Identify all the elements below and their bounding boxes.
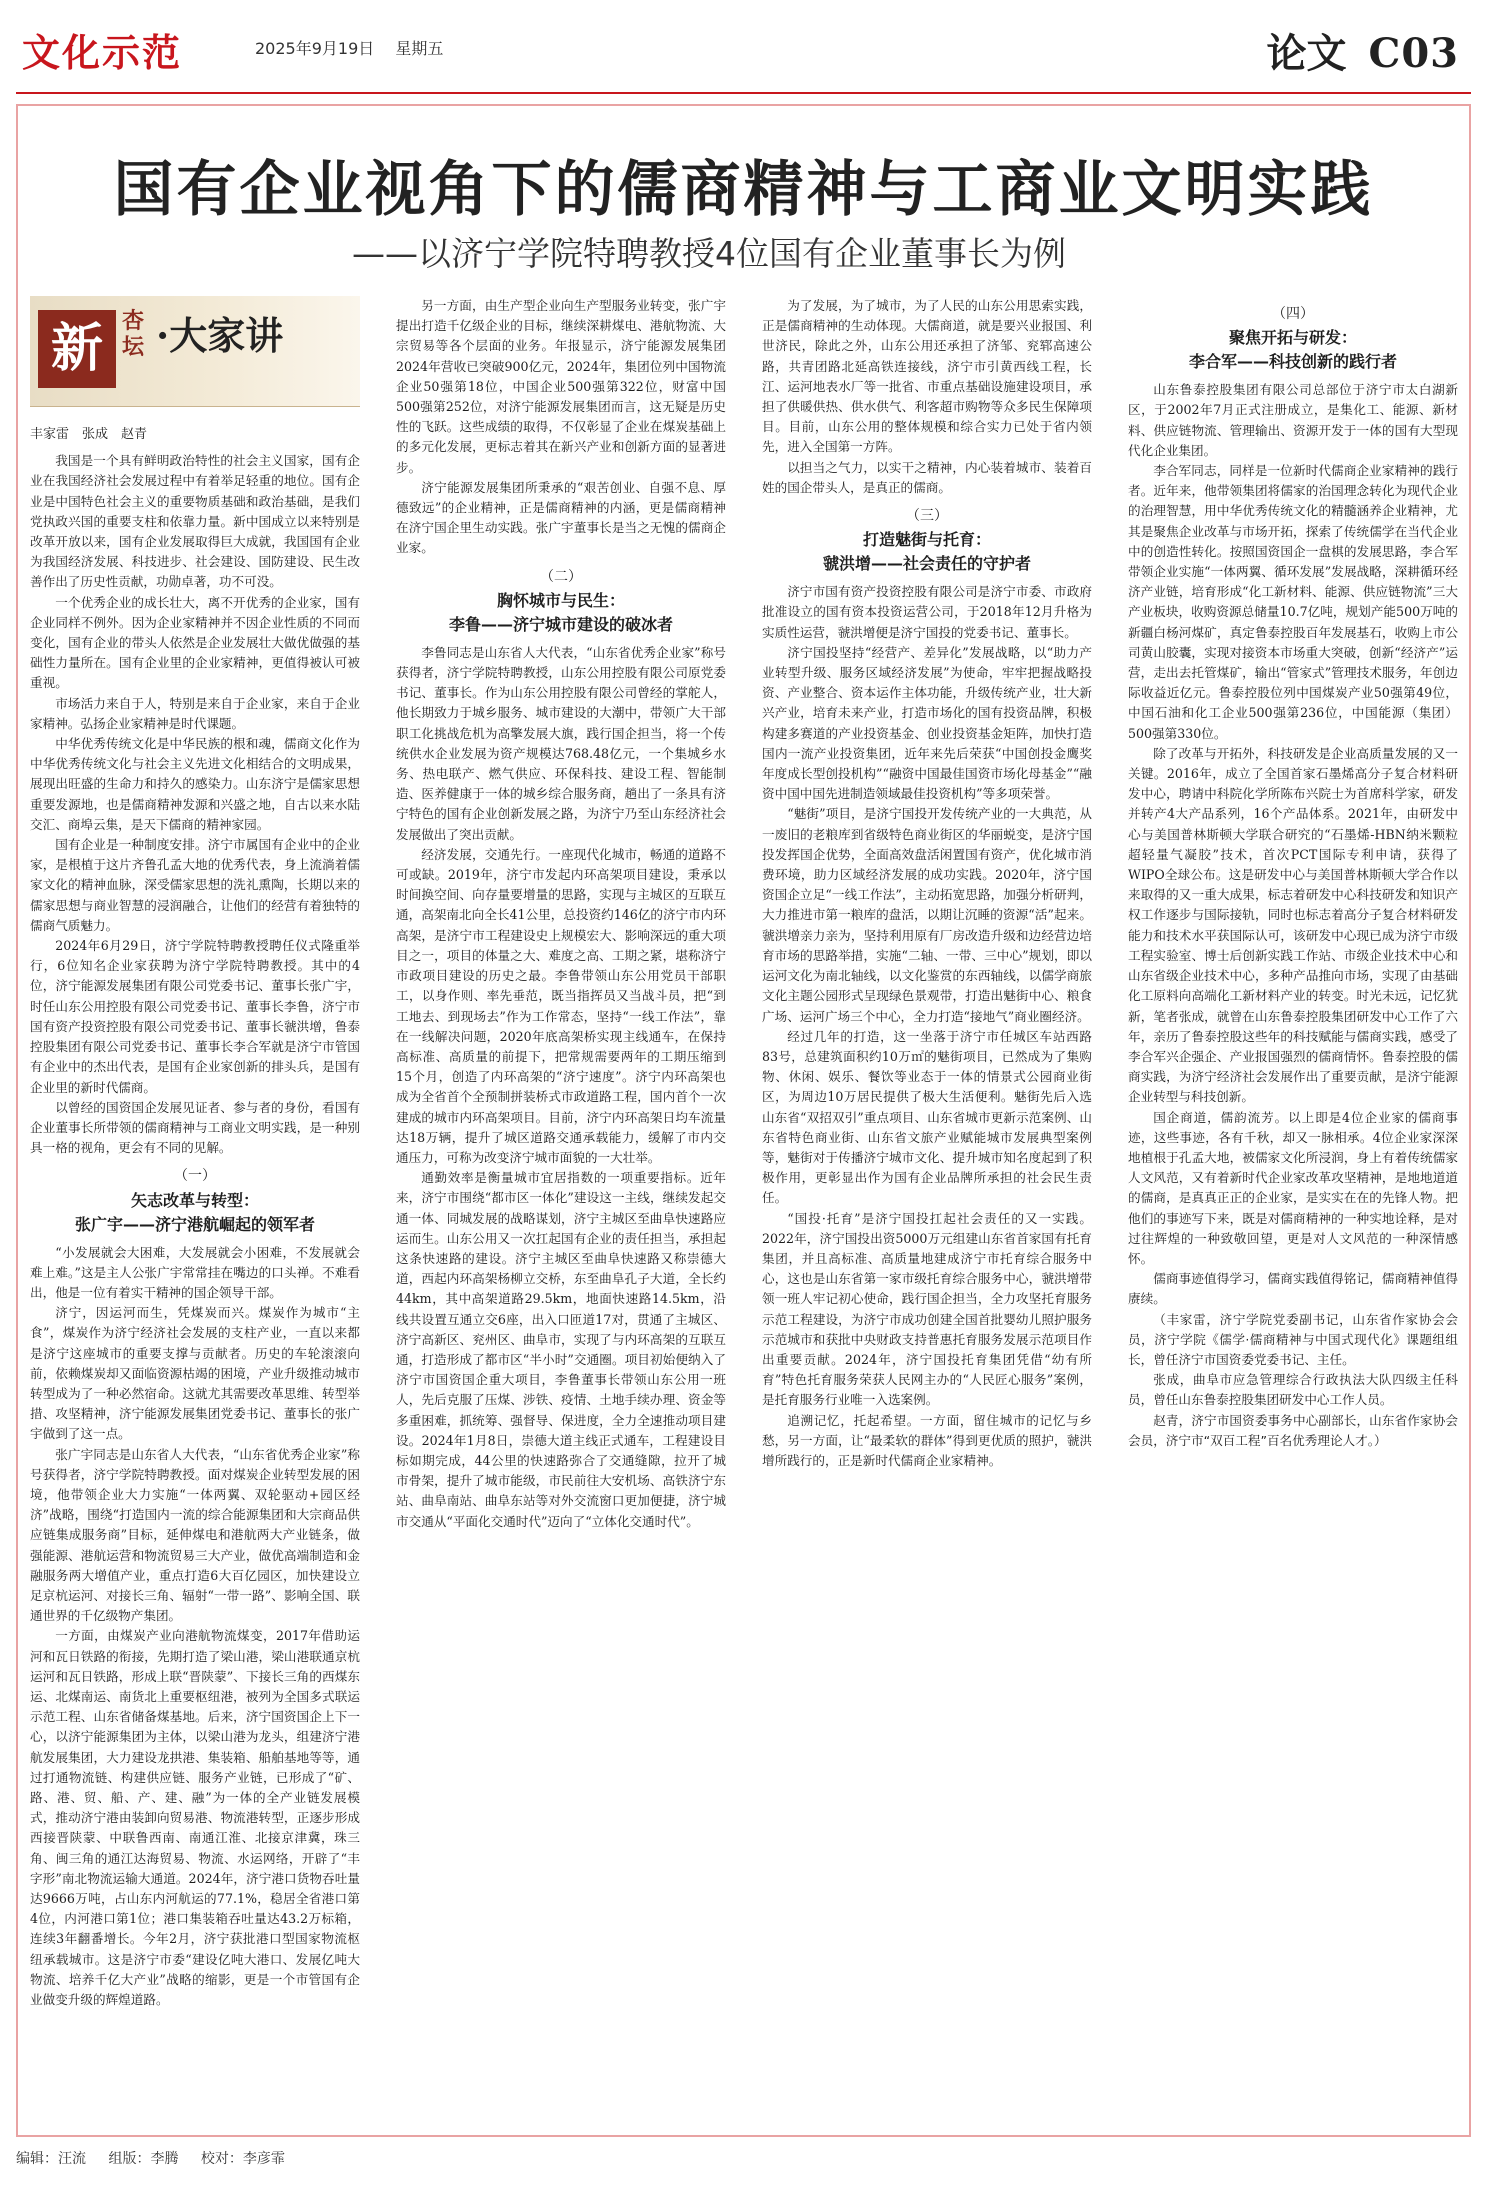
column-4 (1128, 296, 1458, 2096)
layout-credit: 组版：李腾 (108, 2151, 179, 2167)
section-number: （三） (906, 508, 948, 525)
body-paragraph: 以担当之气力，以实干之精神，内心装着城市、装着百姓的国企带头人，是真正的儒商。 (762, 459, 1092, 495)
body-paragraph: 李鲁同志是山东省人大代表，“山东省优秀企业家”称号获得者，济宁学院特聘教授，山东公用控股有限公司原党委书记、董事长。作为山东公用控股有限公司曾经的掌舵人，他长期致力于城乡服务、城市建设的大潮中，带领广大干部职工化挑战危机为高擎发展大旗，践行国企担当，将一个传统供水企业发展为资产规模达768.48亿元，一个集城乡水务、热电联产、燃气供应、环保科技、建设工程、智能制造、医养健康于一体的城乡综合服务商，趟出了一条具有济宁特色的国有企业创新发展之路，为济宁乃至山东经济社会发展做出了突出贡献。 (396, 644, 726, 842)
page-footer (16, 2148, 303, 2168)
body-paragraph: 市场活力来自于人，特别是来自于企业家，来自于企业家精神。弘扬企业家精神是时代课题。 (30, 695, 360, 731)
date: 2025年9月19日 (255, 39, 375, 58)
body-paragraph: 中华优秀传统文化是中华民族的根和魂，儒商文化作为中华优秀传统文化与社会主义先进文化相结合的文明成果，展现出旺盛的生命力和持久的感染力。山东济宁是儒家思想重要发源地，也是儒商精神发源和兴盛之地，自古以来水陆交汇、商埠云集，是天下儒商的精神家园。 (30, 736, 360, 832)
section-subheading-li-lu: 李鲁——济宁城市建设的破冰者 (448, 614, 673, 634)
newspaper-logo: 文化示范 (22, 30, 183, 75)
page-number: C03 (1368, 30, 1459, 77)
banner-text: ·大家讲 (156, 313, 284, 358)
body-paragraph: 济宁国投坚持“经营产、差异化”发展战略，以“助力产业转型升级、服务区域经济发展”为使命，牢牢把握战略投资、产业整合、资本运作主体功能，升级传统产业，壮大新兴产业，培育未来产业，打造市场化的国有投资品牌，积极构建多赛道的产业投资基金、创业投资基金矩阵，加快打造国内一流产业投资集团，近年来先后荣获“中国创投金鹰奖年度成长型创投机构”“融资中国最佳国资市场化母基金”“融资中国中国先进制造领域最佳投资机构”等多项荣誉。 (762, 644, 1092, 802)
section-number: （二） (540, 568, 582, 585)
body-paragraph: 以曾经的国资国企发展见证者、参与者的身份，看国有企业董事长所带领的儒商精神与工商业文明实践，是一种别具一格的视角，更会有不同的见解。 (30, 1099, 360, 1156)
body-paragraph: 山东鲁泰控股集团有限公司总部位于济宁市太白湖新区，于2002年7月正式注册成立，是集化工、能源、新材料、供应链物流、管理输出、资源开发于一体的国有大型现代化企业集团。 (1128, 382, 1458, 458)
body-paragraph: 一方面，由煤炭产业向港航物流煤变，2017年借助运河和瓦日铁路的衔接，先期打造了梁山港，梁山港联通京杭运河和瓦日铁路，形成上联“晋陕蒙”、下接长三角的西煤东运、北煤南运、南货北上重要枢纽港，被列为全国多式联运示范工程、山东省储备煤基地。后来，济宁国资国企上下一心，以济宁能源集团为主体，以梁山港为龙头，组建济宁港航发展集团，大力建设龙拱港、集装箱、船舶基地等等，通过打通物流链、构建供应链、服务产业链，已形成了“矿、路、港、贸、船、产、建、融”为一体的全产业链发展模式，推动济宁港由装卸向贸易港、物流港转型，正逐步形成西接晋陕蒙、中联鲁西南、南通江淮、北接京津冀，珠三角、闽三角的通江达海贸易、物流、水运网络，开辟了“丰字形”南北物流运输大通道。2024年，济宁港口货物吞吐量达9666万吨，占山东内河航运的77.1%，稳居全省港口第4位，内河港口第1位；港口集装箱吞吐量达43.2万标箱，连续3年翻番增长。今年2月，济宁获批港口型国家物流枢纽承载城市。这是济宁市委“建设亿吨大港口、发展亿吨大物流、培养千亿大产业”战略的缩影，更是一个市管国有企业做变升级的辉煌道路。 (30, 1628, 360, 2008)
body-paragraph: 济宁能源发展集团所秉承的“艰苦创业、自强不息、厚德致远”的企业精神，正是儒商精神的内涵，更是儒商精神在济宁国企里生动实践。张广宇董事长是当之无愧的儒商企业家。 (396, 479, 726, 556)
article-body (30, 296, 1460, 2096)
section-number: （四） (1272, 306, 1314, 322)
column-1 (30, 296, 360, 2096)
body-paragraph: 李合军同志，同样是一位新时代儒商企业家精神的践行者。近年来，他带领集团将儒家的治国理念转化为现代企业的治理智慧，用中华优秀传统文化的精髓涵养企业精神，尤其是聚焦企业改革与市场开拓，探索了传统儒学在当代企业中的创造性转化。按照国资国企一盘棋的发展思路，李合军带领企业实施“一体两翼、循环发展”发展战略，深耕循环经济产业链，培育形成“化工新材料、能源、供应链物流”三大产业板块，收购资源总储量10.7亿吨，规划产能500万吨的新疆白杨河煤矿，真定鲁泰控股百年发展基石，收购上市公司黄山胶囊，实现对接资本市场重大突破，创新“经济产”运营，走出去托管煤矿，输出“管家式”管理技术服务，年创边际收益近亿元。鲁泰控股位列中国煤炭产业50强第49位，中国石油和化工企业500强第236位，中国能源（集团）500强第330位。 (1128, 463, 1458, 741)
section-heading: 打造魅街与托育： (862, 530, 991, 550)
author-bio: 赵青，济宁市国资委事务中心副部长，山东省作家协会会员，济宁市“双百工程”百名优秀理论人才。） (1128, 1412, 1458, 1448)
author-bio: 张成，曲阜市应急管理综合行政执法大队四级主任科员，曾任山东鲁泰控股集团研发中心工作人员。 (1128, 1372, 1458, 1408)
body-paragraph: 为了发展，为了城市，为了人民的山东公用思索实践，正是儒商精神的生动体现。大儒商道，就是要兴业报国、利世济民，除此之外，山东公用还承担了济邹、兖郓高速公路，共青团路北延高铁连接线，济宁市引黄西线工程，长江、运河地表水厂等一批省、市重点基础设施建设项目，承担了供暖供热、供水供气、利客超市购物等众多民生保障项目。目前，山东公用的整体规模和综合实力已处于省内领先，进入全国第一方阵。 (762, 298, 1092, 455)
section-name: 论文 (1266, 30, 1347, 77)
weekday: 星期五 (395, 39, 444, 58)
body-paragraph: 国有企业是一种制度安排。济宁市属国有企业中的企业家，是根植于这片齐鲁孔孟大地的优秀代表，身上流淌着儒家文化的精神血脉，深受儒家思想的洗礼熏陶，长期以来的儒家思想与商业智慧的浸润融合，让他们的经营有着独特的儒商气质魅力。 (30, 837, 360, 933)
masthead (0, 0, 1487, 90)
proof-credit: 校对：李彦霏 (200, 2151, 285, 2167)
body-paragraph: 经过几年的打造，这一坐落于济宁市任城区车站西路83号，总建筑面积约10万㎡的魅街项目，已然成为了集购物、休闲、娱乐、餐饮等业态于一体的情景式公园商业街区，为周边10万居民提供了极大生活便利。魅街先后入选山东省“双招双引”重点项目、山东省城市更新示范案例、山东省特色商业街、山东省文旅产业赋能城市发展典型案例等，魅街对于传播济宁城市文化、提升城市知名度起到了积极作用，更彰显出作为国有企业品牌所承担的社会民生责任。 (762, 1028, 1092, 1206)
body-paragraph: “小发展就会大困难，大发展就会小困难，不发展就会难上难。”这是主人公张广宇常常挂在嘴边的口头禅。不难看出，他是一位有着实干精神的国企领导干部。 (30, 1244, 360, 1300)
section-number: （一） (174, 1168, 216, 1185)
banner-big-char: 新 (38, 310, 116, 388)
column-banner (30, 296, 360, 407)
body-paragraph: 除了改革与开拓外，科技研发是企业高质量发展的又一关键。2016年，成立了全国首家石墨烯高分子复合材料研发中心，聘请中科院化学所陈布兴院士为首席科学家，研发并转产4大产品系列，16个产品体系。2021年，由研发中心与美国普林斯顿大学联合研究的“石墨烯-HBN纳米颗粒超轻量气凝胶”技术，首次PCT国际专利申请，获得了WIPO全球公布。这是研发中心与美国普林斯顿大学合作以来取得的又一重大成果，标志着研发中心科技研发和知识产权工作逐步与国际接轨，同时也标志着高分子复合材料研发能力和技术水平获国际认可，该研发中心现已成为济宁市级工程实验室、博士后创新实践工作站、市级企业技术中心和山东省级企业技术中心，多种产品推向市场，实现了由基础化工原料向高端化工新材料产业的转变。时光未远，记忆犹新，笔者张成，就曾在山东鲁泰控股集团研发中心工作了六年，亲历了鲁泰控股这些年的科技赋能与儒商实践，感受了李合军兴企强企、产业报国强烈的儒商情怀。鲁泰控股的儒商实践，为济宁经济社会发展作出了重要贡献，是济宁能源企业转型与科技创新。 (1128, 745, 1458, 1105)
banner-small-chars: 杏坛 (122, 308, 145, 360)
body-paragraph: 济宁市国有资产投资控股有限公司是济宁市委、市政府批准设立的国有资本投资运营公司，于2018年12月升格为实质性运营，虢洪增便是济宁国投的党委书记、董事长。 (762, 584, 1092, 640)
body-paragraph: “国投·托育”是济宁国投扛起社会责任的又一实践。2022年，济宁国投出资5000万元组建山东省首家国有托育集团，并且高标准、高质量地建成济宁市托育综合服务中心，这也是山东省第一家市级托育综合服务中心，虢洪增带领一班人牢记初心使命，践行国企担当，全力攻坚托育服务示范工程建设，为济宁市成功创建全国首批婴幼儿照护服务示范城市和获批中央财政支持普惠托育服务发展示范项目作出重要贡献。2024年，济宁国投托育集团凭借“幼有所育”特色托育服务荣获人民网主办的“人民匠心服务”案例，是托育服务行业唯一入选案例。 (762, 1210, 1092, 1408)
body-paragraph: 通勤效率是衡量城市宜居指数的一项重要指标。近年来，济宁市围绕“都市区一体化”建设这一主线，继续发起交通一体、同城发展的战略谋划，济宁主城区至曲阜快速路应运而生。山东公用又一次扛起国有企业的责任担当，承担起这条快速路的建设。济宁主城区至曲阜快速路又称崇德大道，西起内环高架杨柳立交桥，东至曲阜孔子大道，全长约44km，其中高架道路29.5km，地面快速路14.5km，沿线共设置互通立交6座，出入口匝道17对，贯通了主城区、济宁高新区、兖州区、曲阜市，实现了与内环高架的互联互通，打造形成了都市区“半小时”交通圈。项目初始便纳入了济宁市国资国企重大项目，李鲁董事长带领山东公用一班人，先后克服了压煤、涉铁、疫情、土地手续办理、资金等多重困难，抓统筹、强督导、保进度，全力全速推动项目建设。2024年1月8日，崇德大道主线正式通车，工程建设目标如期完成，44公里的快速路弥合了交通缝隙，拉开了城市骨架，提升了城市能级，市民前往大安机场、高铁济宁东站、曲阜南站、曲阜东站等对外交流窗口更加便捷，济宁城市交通从“平面化交通时代”迈向了“立体化交通时代”。 (396, 1170, 726, 1529)
publication-date (255, 36, 459, 59)
column-3 (762, 296, 1092, 2096)
body-paragraph: 另一方面，由生产型企业向生产型服务业转变，张广宇提出打造千亿级企业的目标，继续深耕煤电、港航物流、大宗贸易等各个层面的业务。年报显示，济宁能源发展集团2024年营收已突破900亿元，2024年，集团位列中国物流企业50强第18位，中国企业500强第322位，财富中国500强第252位，对济宁能源发展集团而言，这无疑是历史性的飞跃。这些成绩的取得，不仅彰显了企业在煤炭基础上的多元化发展，更标志着其在新兴产业和创新方面的显著进步。 (396, 298, 726, 475)
section-heading: 聚焦开拓与研发： (1228, 328, 1357, 348)
section-subheading-guo-hongzeng: 虢洪增——社会责任的守护者 (822, 554, 1031, 574)
body-paragraph: “魅街”项目，是济宁国投开发传统产业的一大典范，从一废旧的老粮库到省级特色商业街区的华丽蜕变，是济宁国投发挥国企优势，全面高效盘活闲置国有资产，优化城市消费环境，助力区域经济发展的成功实践。2020年，济宁国资国企立足“一线工作法”，主动拓宽思路，加强分析研判，大力推进市第一粮库的盘活，以期让沉睡的资源“活”起来。虢洪增亲力亲为，坚持利用原有厂房改造升级和边经营边培育市场的思路举措，实施“二轴、一带、三中心”规划，即以运河文化为南北轴线，以文化鉴赏的东西轴线，以儒学商旅文化主题公园形式呈现绿色景观带，打造出魅街中心、粮食广场、运河广场三个中心，全力打造“接地气”商业圈经济。 (762, 806, 1092, 1024)
column-2 (396, 296, 726, 2096)
body-paragraph: 我国是一个具有鲜明政治特性的社会主义国家，国有企业在我国经济社会发展过程中有着举足轻重的地位。国有企业是中国特色社会主义的重要物质基础和政治基础，是我们党执政兴国的重要支柱和依靠力量。新中国成立以来特别是改革开放以来，国有企业发展取得巨大成就，我国国有企业为我国经济发展、科技进步、社会建设、国防建设、民生改善作出了历史性贡献，功勋卓著，功不可没。 (30, 453, 360, 590)
body-paragraph: 济宁，因运河而生，凭煤炭而兴。煤炭作为城市“主食”，煤炭作为济宁经济社会发展的支柱产业，一直以来都是济宁这座城市的重要支撑与贡献者。历史的车轮滚滚向前，依赖煤炭却又面临资源枯竭的困境，产业升级推动城市转型成为了一种必然宿命。这就尤其需要改革思维、转型举措、攻坚精神，济宁能源发展集团党委书记、董事长的张广宇做到了这一点。 (30, 1305, 360, 1442)
masthead-rule (16, 92, 1471, 94)
body-paragraph: 追溯记忆，托起希望。一方面，留住城市的记忆与乡愁，另一方面，让“最柔软的群体”得到更优质的照护，虢洪增所践行的，正是新时代儒商企业家精神。 (762, 1412, 1092, 1468)
byline: 丰家雷 张成 赵青 (30, 427, 148, 442)
editor-credit: 编辑：汪流 (16, 2151, 86, 2167)
body-paragraph: 张广宇同志是山东省人大代表，“山东省优秀企业家”称号获得者，济宁学院特聘教授。面对煤炭企业转型发展的困境，他带领企业大力实施“一体两翼、双轮驱动+园区经济”战略，围绕“打造国内一流的综合能源集团和大宗商品供应链集成服务商”目标，延伸煤电和港航两大产业链条，做强能源、港航运营和物流贸易三大产业，做优高端制造和金融服务两大增值产业，重点打造6大百亿园区，加快建设立足京杭运河、对接长三角、辐射“一带一路”、影响全国、联通世界的千亿级物产集团。 (30, 1446, 360, 1624)
author-bio: （丰家雷，济宁学院党委副书记，山东省作家协会会员，济宁学院《儒学·儒商精神与中国式现代化》课题组组长，曾任济宁市国资委党委书记、主任。 (1128, 1311, 1458, 1367)
body-paragraph: 儒商事迹值得学习，儒商实践值得铭记，儒商精神值得赓续。 (1128, 1271, 1458, 1307)
section-heading: 胸怀城市与民生： (496, 590, 625, 610)
article-title: 国有企业视角下的儒商精神与工商业文明实践 (113, 155, 1374, 225)
body-paragraph: 国企商道，儒韵流芳。以上即是4位企业家的儒商事迹，这些事迹，各有千秋，却又一脉相承。4位企业家深深地植根于孔孟大地，被儒家文化所浸润，身上有着传统儒家人文风范，又有着新时代企业家改革攻坚精神，是地地道道的儒商，是真真正正的企业家，是实实在在的先锋人物。把他们的事迹写下来，既是对儒商精神的一种实地诠释，是对过往辉煌的一种致敬回望，更是对人文风范的一种深情感怀。 (1128, 1109, 1458, 1266)
body-paragraph: 一个优秀企业的成长壮大，离不开优秀的企业家，国有企业同样不例外。因为企业家精神并不因企业性质的不同而变化，国有企业的带头人依然是企业发展壮大做优做强的基础性力量所在。国有企业里的企业家精神，更值得被认可被重视。 (30, 594, 360, 691)
section-subheading-zhang-guangyu: 张广宇——济宁港航崛起的领军者 (74, 1214, 315, 1234)
body-paragraph: 经济发展，交通先行。一座现代化城市，畅通的道路不可或缺。2019年，济宁市发起内环高架项目建设，秉承以时间换空间、向存量要增量的思路，实现与主城区的互联互通，高架南北向全长41公里，总投资约146亿的济宁市内环高架，是济宁市工程建设史上规模宏大、影响深远的重大项目之一，项目的体量之大、难度之高、工期之紧，堪称济宁市政项目建设的历史之最。李鲁带领山东公用党员干部职工，以身作则、率先垂范，既当指挥员又当战斗员，把“到工地去、到现场去”作为工作常态，坚持“一线工作法”，靠在一线解决问题，2020年底高架桥实现主线通车，在保持高标准、高质量的前提下，把常规需要两年的工期压缩到15个月，创造了内环高架的“济宁速度”。济宁内环高架也成为全省首个全预制拼装桥式市政道路工程，国内首个一次建成的城市内环高架项目。目前，济宁内环高架日均车流量达18万辆，提升了城区道路交通承载能力，缓解了市内交通压力，可称为改变济宁城市面貌的一大壮举。 (396, 846, 726, 1165)
body-paragraph: 2024年6月29日，济宁学院特聘教授聘任仪式隆重举行，6位知名企业家获聘为济宁学院特聘教授。其中的4位，济宁能源发展集团有限公司党委书记、董事长张广宇，时任山东公用控股有限公司党委书记、董事长李鲁，济宁市国有资产投资控股有限公司党委书记、董事长虢洪增，鲁泰控股集团有限公司党委书记、董事长李合军就是济宁市管国有企业中的杰出代表，是国有企业家创新的排头兵，是国有企业里的新时代儒商。 (30, 938, 360, 1095)
section-subheading-li-hejun: 李合军——科技创新的践行者 (1188, 352, 1397, 372)
article-subtitle: ——以济宁学院特聘教授4位国有企业董事长为例 (352, 234, 1066, 273)
section-heading: 矢志改革与转型： (130, 1190, 259, 1210)
section-label (1267, 22, 1460, 79)
